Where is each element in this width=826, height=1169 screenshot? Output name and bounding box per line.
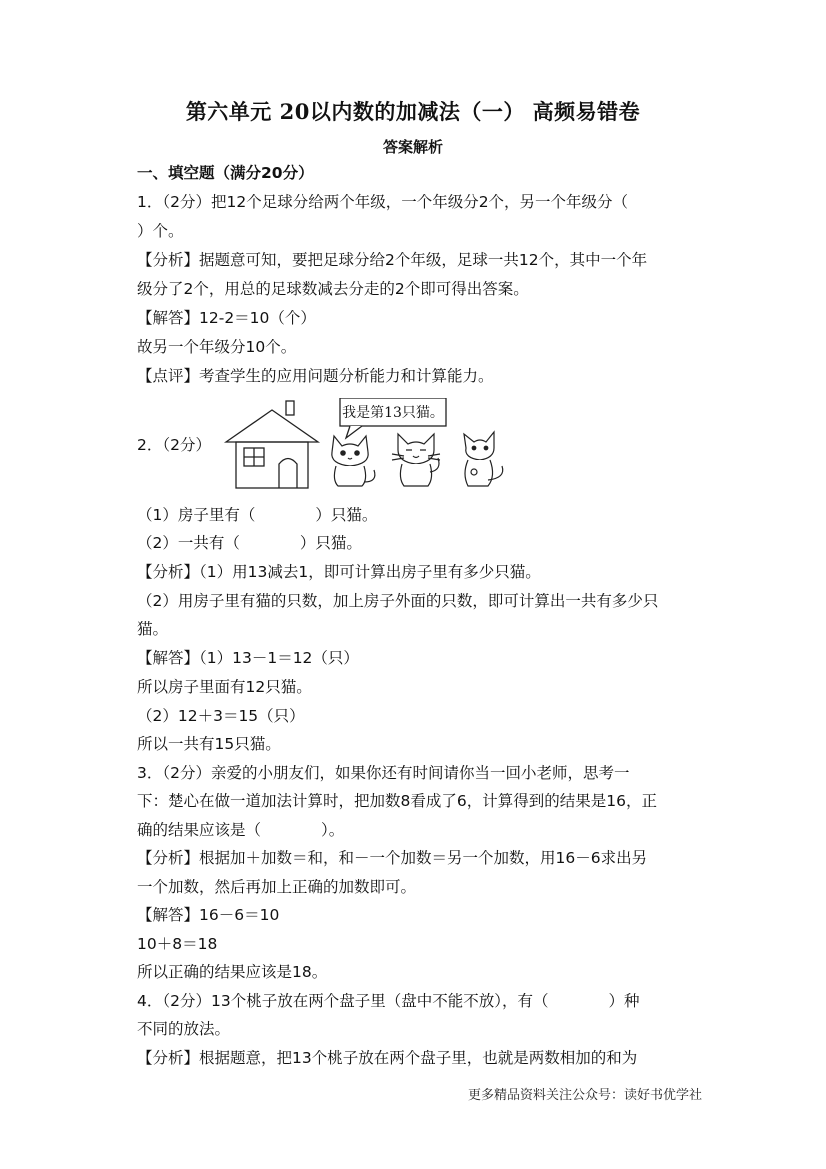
q4-question-line1 — [137, 991, 639, 1011]
q1-answer-line1: 【解答】12-2＝10（个） — [137, 309, 316, 327]
cat-icon-3 — [464, 432, 503, 486]
page-subtitle: 答案解析 — [382, 138, 443, 156]
q1-analysis-line1: 【分析】据题意可知，要把足球分给2个年级，足球一共12个，其中一个年 — [137, 251, 648, 269]
q3-analysis-line2: 一个加数，然后再加上正确的加数即可。 — [137, 878, 417, 896]
speech-text: 我是第13只猫。 — [342, 405, 444, 421]
q1-text-b: ）个。 — [137, 222, 184, 240]
q3-question-line3 — [137, 820, 344, 840]
q1-analysis-line2: 级分了2个，用总的足球数减去分走的2个即可得出答案。 — [137, 280, 529, 298]
house-and-cats-illustration — [222, 398, 512, 494]
speech-bubble — [340, 398, 446, 438]
page-title: 第六单元 20以内数的加减法（一） 高频易错卷 — [185, 99, 641, 124]
q2-answer-line4: 所以一共有15只猫。 — [137, 735, 281, 753]
q2-sub1 — [137, 505, 377, 525]
q3-text-b: ）。 — [321, 821, 345, 839]
q3-answer-line3: 所以正确的结果应该是18。 — [137, 963, 328, 981]
q3-question-line1: 3．（2分）亲爱的小朋友们，如果你还有时间请你当一回小老师，思考一 — [137, 764, 630, 782]
q2-analysis-line1: 【分析】（1）用13减去1，即可计算出房子里有多少只猫。 — [137, 563, 541, 581]
q2-sub1-text-b: ）只猫。 — [315, 506, 378, 524]
q2-sub2-text-a: （2）一共有（ — [137, 534, 240, 552]
q2-analysis-line3: 猫。 — [137, 620, 169, 638]
q3-answer-line1: 【解答】16－6＝10 — [137, 906, 280, 924]
q1-comment: 【点评】考查学生的应用问题分析能力和计算能力。 — [137, 367, 494, 385]
q2-sub1-text-a: （1）房子里有（ — [137, 506, 256, 524]
q3-question-line2: 下：楚心在做一道加法计算时，把加数8看成了6，计算得到的结果是16，正 — [137, 792, 657, 810]
cat-icon-1 — [332, 436, 375, 486]
cat-icon-2 — [392, 434, 440, 486]
q2-number: 2．（2分） — [137, 436, 211, 454]
q1-question-line2 — [137, 221, 184, 241]
q2-analysis-line2: （2）用房子里有猫的只数，加上房子外面的只数，即可计算出一共有多少只 — [137, 592, 659, 610]
q2-sub2-text-b: ）只猫。 — [299, 534, 362, 552]
q4-text-a: 4．（2分）13个桃子放在两个盘子里（盘中不能不放），有（ — [137, 992, 549, 1010]
q1-text-a: 1．（2分）把12个足球分给两个年级，一个年级分2个，另一个年级分（ — [137, 193, 629, 211]
q2-answer-line1: 【解答】（1）13－1＝12（只） — [137, 649, 359, 667]
q4-text-b: ）种 — [608, 992, 640, 1010]
q2-answer-line3: （2）12＋3＝15（只） — [137, 707, 305, 725]
q3-analysis-line1: 【分析】根据加＋加数＝和，和－一个加数＝另一个加数，用16－6求出另 — [137, 849, 648, 867]
page-footer: 更多精品资料关注公众号：读好书优学社 — [467, 1088, 702, 1103]
q1-question-line1 — [137, 192, 628, 212]
q2-sub2 — [137, 533, 362, 553]
q1-answer-line2: 故另一个年级分10个。 — [137, 338, 297, 356]
q4-question-line2: 不同的放法。 — [137, 1020, 231, 1038]
house-icon — [226, 401, 318, 488]
section-heading: 一、填空题（满分20分） — [137, 164, 314, 182]
q3-answer-line2: 10＋8＝18 — [137, 935, 218, 953]
q4-analysis-line1: 【分析】根据题意，把13个桃子放在两个盘子里，也就是两数相加的和为 — [137, 1049, 638, 1067]
q2-answer-line2: 所以房子里面有12只猫。 — [137, 678, 312, 696]
q3-text-a: 确的结果应该是（ — [137, 821, 262, 839]
